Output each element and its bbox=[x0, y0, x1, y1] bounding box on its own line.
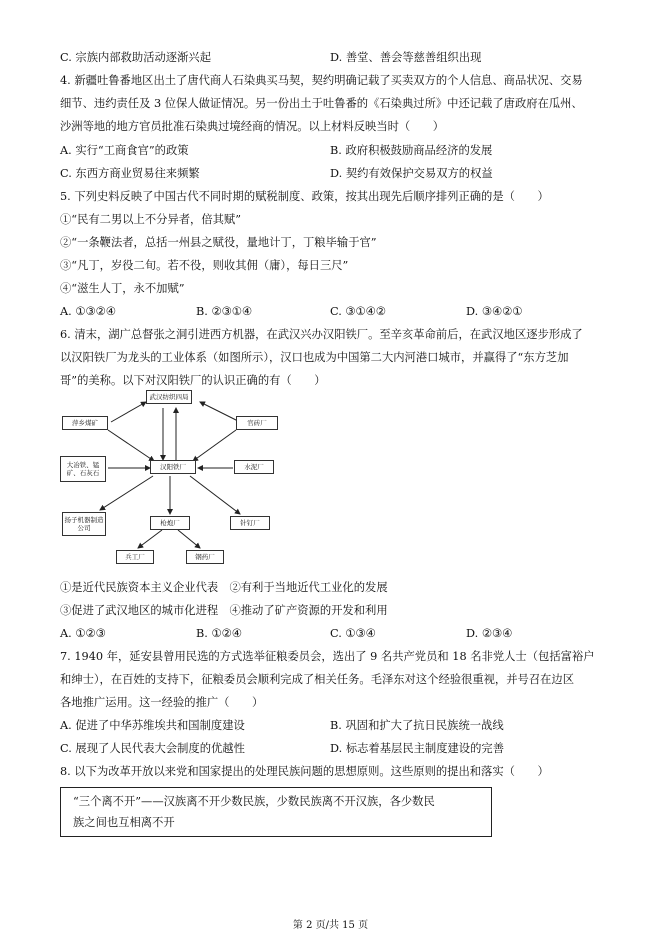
q3-option-d: D. 善堂、善会等慈善组织出现 bbox=[330, 51, 482, 64]
q5-option-d: D. ③④②① bbox=[466, 305, 523, 318]
q4-option-a: A. 实行“工商食官”的政策 bbox=[60, 144, 189, 157]
node-nail-factory: 针钉厂 bbox=[230, 516, 270, 530]
q7-stem-line2: 和绅士），在百姓的支持下，征粮委员会顺利完成了相关任务。毛泽东对这个经验很重视，并号召在边区 bbox=[60, 673, 575, 686]
q5-item-1: ①“民有二男以上不分异者，倍其赋” bbox=[60, 213, 242, 226]
industry-diagram bbox=[58, 388, 308, 568]
q6-option-b: B. ①②④ bbox=[196, 627, 242, 640]
q6-stem-line1: 6. 清末，湖广总督张之洞引进西方机器，在武汉兴办汉阳铁厂。至辛亥革命前后，在武汉地区逐步形成了 bbox=[60, 328, 583, 341]
node-hanyang-ironworks: 汉阳铁厂 bbox=[150, 460, 196, 474]
node-arsenal: 枪炮厂 bbox=[150, 516, 190, 530]
q8-quote-line2: 族之间也互相离不开 bbox=[73, 816, 175, 829]
q6-statements-2: ③促进了武汉地区的城市化进程 ④推动了矿产资源的开发和利用 bbox=[60, 604, 388, 617]
q6-option-d: D. ②③④ bbox=[466, 627, 513, 640]
q6-stem-line3: 哥”的美称。以下对汉阳铁厂的认识正确的有（ ） bbox=[60, 374, 326, 387]
q4-stem-line3: 沙洲等地的地方官员批准石染典过境经商的情况。以上材料反映当时（ ） bbox=[60, 120, 445, 133]
q7-option-c: C. 展现了人民代表大会制度的优越性 bbox=[60, 742, 245, 755]
node-daye-mines: 大冶铁、锰矿、石灰石 bbox=[60, 456, 106, 482]
q8-quote-line1: “三个离不开”——汉族离不开少数民族，少数民族离不开汉族，各少数民 bbox=[73, 795, 435, 808]
q5-option-b: B. ②③①④ bbox=[196, 305, 252, 318]
q4-stem-line2: 细节、违约责任及 3 位保人做证情况。另一份出土于吐鲁番的《石染典过所》中还记载了唐政府在瓜州、 bbox=[60, 97, 583, 110]
node-ordnance: 兵工厂 bbox=[116, 550, 154, 564]
q7-stem-line1: 7. 1940 年，延安县曾用民选的方式选举征粮委员会，选出了 9 名共产党员和 18 名非党人士（包括富裕户 bbox=[60, 650, 595, 663]
node-pingxiang-coal: 萍乡煤矿 bbox=[62, 416, 108, 430]
node-cement-factory: 水泥厂 bbox=[234, 460, 274, 474]
node-brick-factory: 官砖厂 bbox=[236, 416, 278, 430]
q4-option-c: C. 东西方商业贸易往来频繁 bbox=[60, 167, 200, 180]
q7-option-b: B. 巩固和扩大了抗日民族统一战线 bbox=[330, 719, 504, 732]
page-footer: 第 2 页/共 15 页 bbox=[292, 920, 369, 931]
q8-stem: 8. 以下为改革开放以来党和国家提出的处理民族问题的思想原则。这些原则的提出和落实（ ） bbox=[60, 765, 549, 778]
q7-stem-line3: 各地推广运用。这一经验的推广（ ） bbox=[60, 696, 264, 709]
q7-option-a: A. 促进了中华苏维埃共和国制度建设 bbox=[60, 719, 245, 732]
q6-stem-line2: 以汉阳铁厂为龙头的工业体系（如图所示），汉口也成为中国第二大内河港口城市，并赢得了“东方芝加 bbox=[60, 351, 569, 364]
node-wuhan-textile: 武汉纺织四局 bbox=[146, 390, 192, 404]
q5-item-3: ③“凡丁，岁役二旬。若不役，则收其佣（庸），每日三尺” bbox=[60, 259, 349, 272]
q3-option-c: C. 宗族内部救助活动逐渐兴起 bbox=[60, 51, 211, 64]
q7-option-d: D. 标志着基层民主制度建设的完善 bbox=[330, 742, 504, 755]
q5-item-4: ④“滋生人丁，永不加赋” bbox=[60, 282, 185, 295]
q4-option-d: D. 契约有效保护交易双方的权益 bbox=[330, 167, 493, 180]
node-yangzi-machinery: 扬子机器制造公司 bbox=[62, 512, 106, 536]
q6-statements-1: ①是近代民族资本主义企业代表 ②有利于当地近代工业化的发展 bbox=[60, 581, 388, 594]
q5-item-2: ②“一条鞭法者，总括一州县之赋役，量地计丁，丁粮毕输于官” bbox=[60, 236, 377, 249]
q6-option-c: C. ①③④ bbox=[330, 627, 376, 640]
node-powder: 钢药厂 bbox=[186, 550, 224, 564]
q5-option-c: C. ③①④② bbox=[330, 305, 386, 318]
q4-option-b: B. 政府积极鼓励商品经济的发展 bbox=[330, 144, 493, 157]
q5-stem: 5. 下列史料反映了中国古代不同时期的赋税制度、政策，按其出现先后顺序排列正确的是（ ） bbox=[60, 190, 549, 203]
q8-quote-box bbox=[60, 787, 492, 837]
q4-stem-line1: 4. 新疆吐鲁番地区出土了唐代商人石染典买马契，契约明确记载了买卖双方的个人信息、商品状况、交易 bbox=[60, 74, 583, 87]
q5-option-a: A. ①③②④ bbox=[60, 305, 116, 318]
q6-option-a: A. ①②③ bbox=[60, 627, 106, 640]
